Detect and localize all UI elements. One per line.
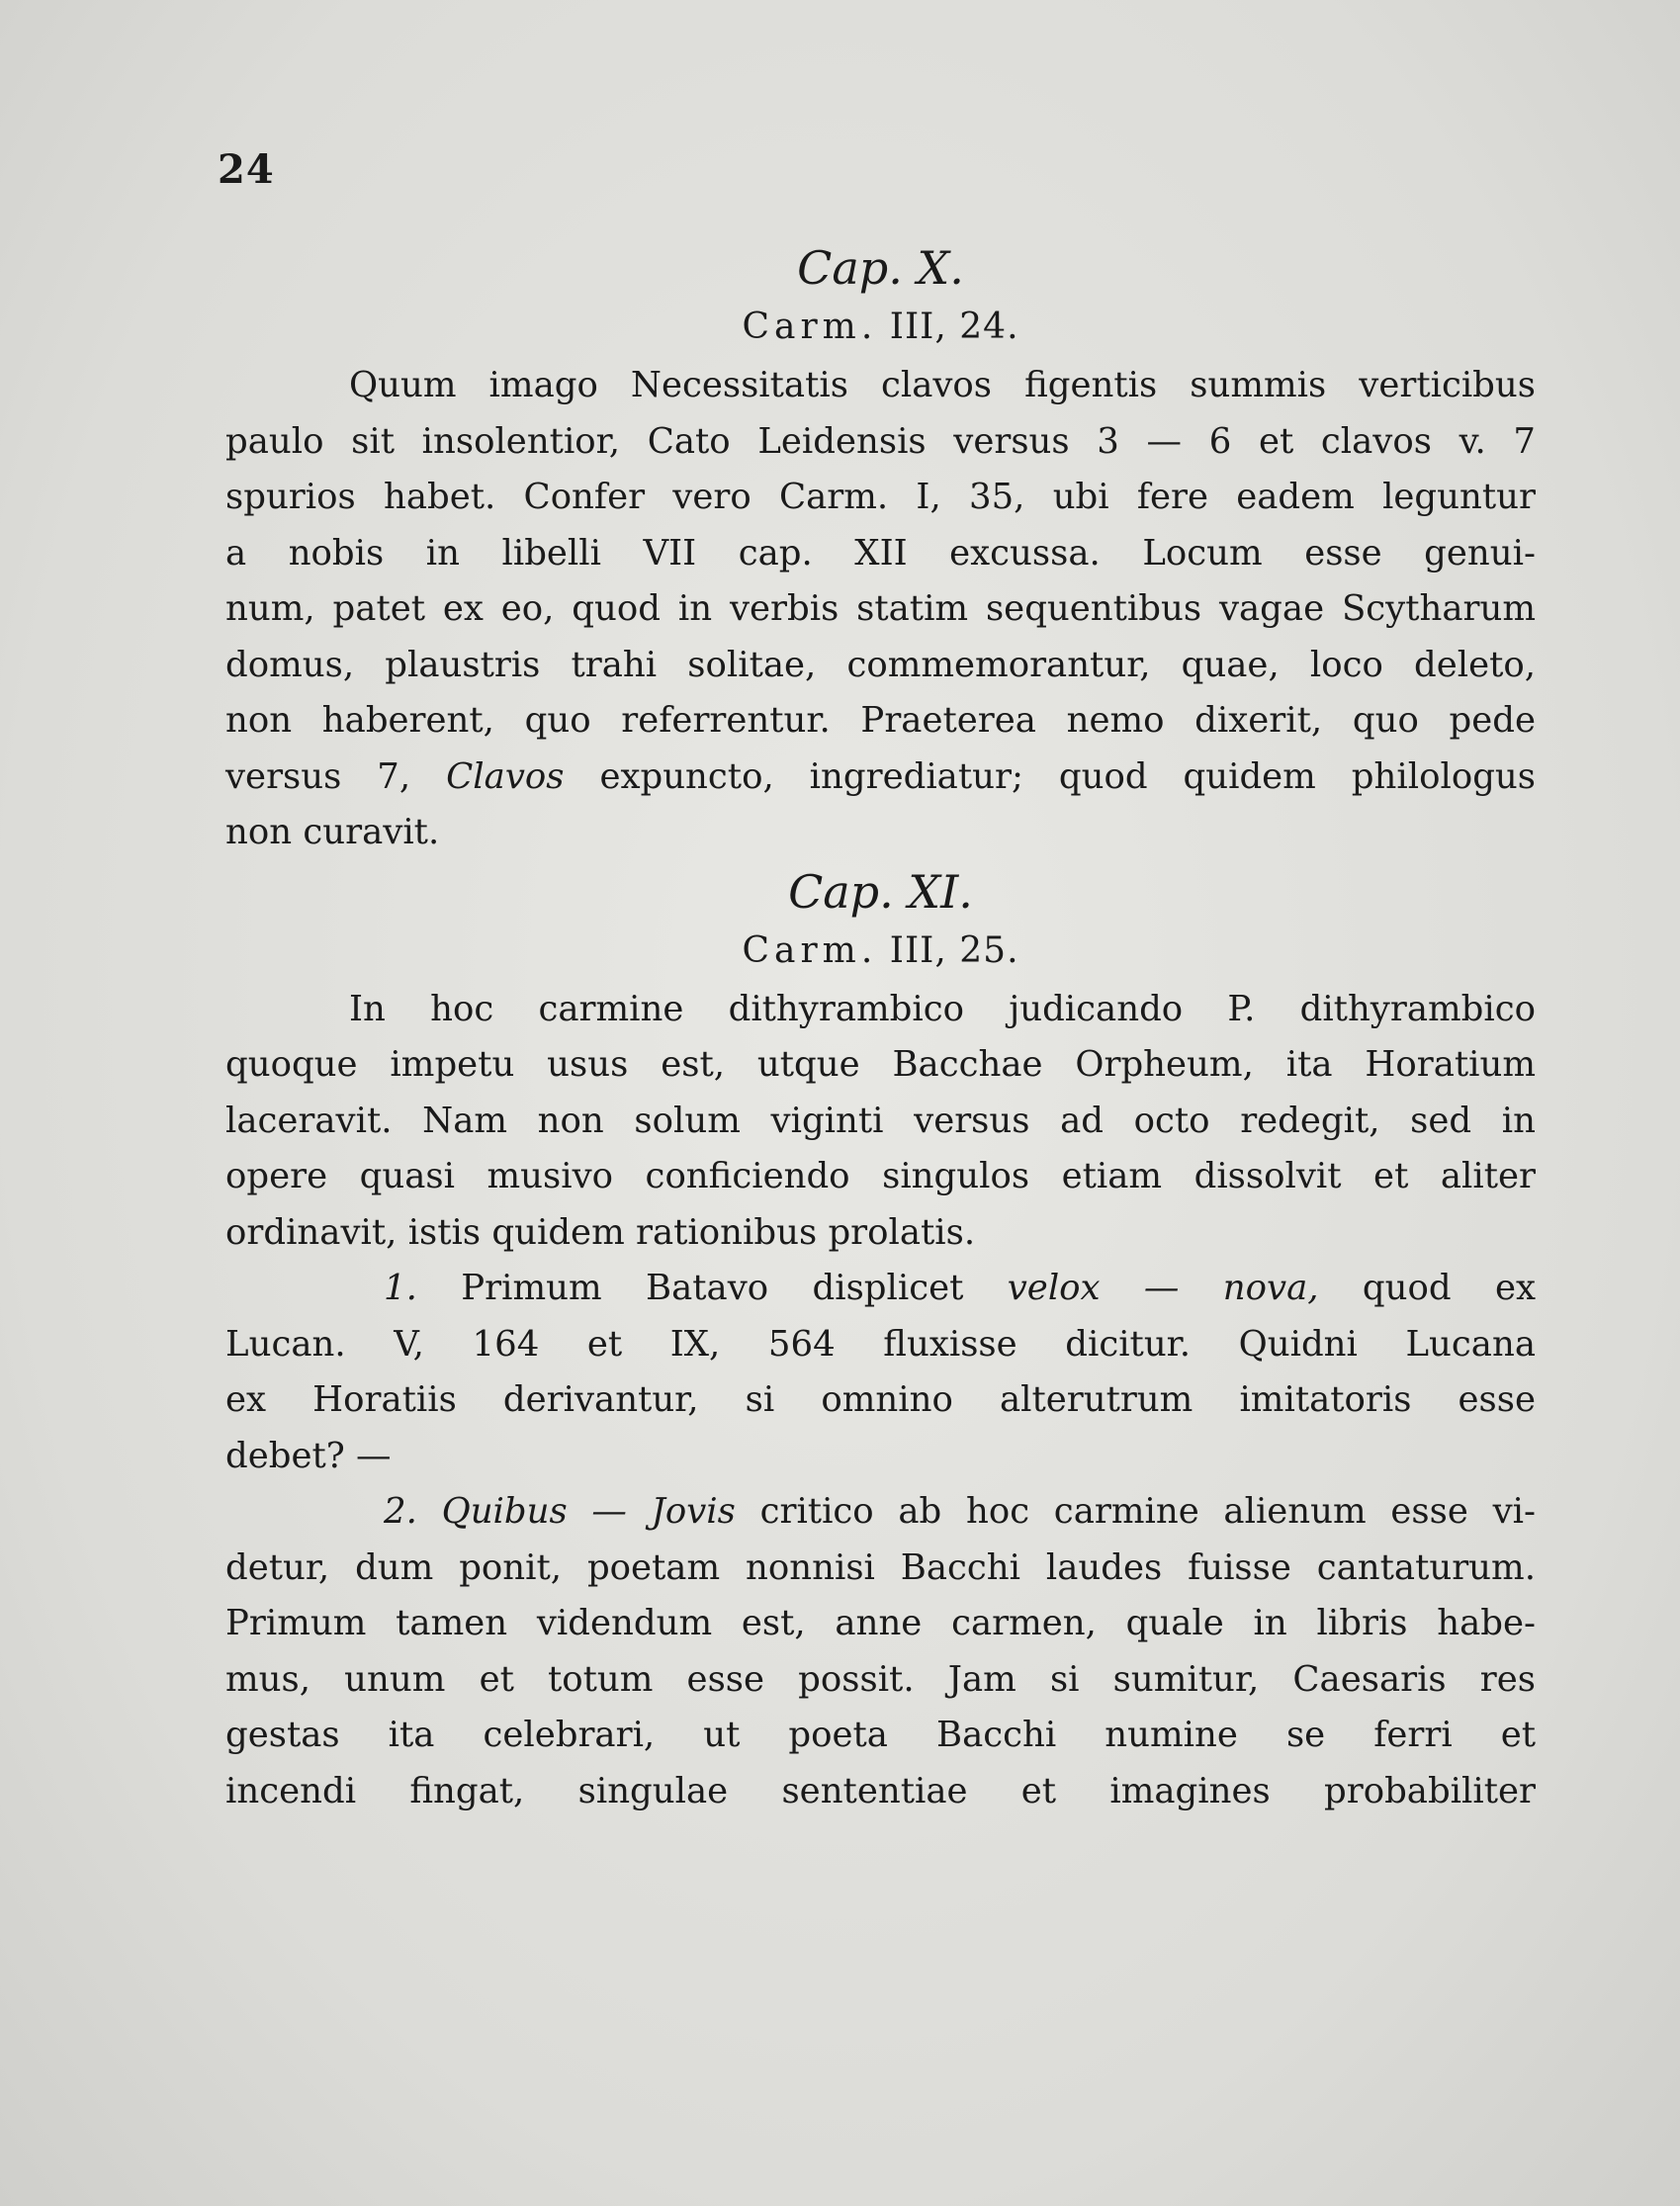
text-line: paulo sit insolentior, Cato Leidensis versus 3 — 6 et clavos v. 7 <box>225 420 1536 462</box>
text-segment: quod ex <box>1362 1268 1537 1308</box>
text-segment: Primum Batavo displicet <box>461 1268 964 1308</box>
text-line: spurios habet. Confer vero Carm. I, 35, ubi fere eadem leguntur <box>225 477 1536 517</box>
carm-label: Carm. <box>742 307 878 347</box>
text-line <box>225 1261 1536 1317</box>
item-2 <box>225 1484 1536 1819</box>
text-line: debet? — <box>225 1435 392 1476</box>
text-line: opere quasi musivo conficiendo singulos etiam dissolvit et aliter <box>225 1156 1536 1196</box>
italic-term: Clavos <box>446 755 565 797</box>
chapter-x-carm-ref <box>225 299 1536 356</box>
text-line: ordinavit, istis quidem rationibus prolatis. <box>225 1211 976 1253</box>
text-line: Lucan. V, 164 et IX, 564 fluxisse dicitur. Quidni Lucana <box>225 1323 1536 1365</box>
page-number: 24 <box>218 146 275 193</box>
text-line: domus, plaustris trahi solitae, commemorantur, quae, loco deleto, <box>225 644 1536 685</box>
italic-term: velox — nova, <box>1007 1268 1319 1308</box>
chapter-xi-title: Cap. XI. <box>788 864 973 919</box>
item-number: 1. <box>384 1268 417 1308</box>
text-line: In hoc carmine dithyrambico judicando P. dithyrambico <box>349 988 1536 1029</box>
text-line: a nobis in libelli VII cap. XII excussa. Locum esse genui- <box>225 532 1536 574</box>
text-line: num, patet ex eo, quod in verbis statim sequentibus vagae Scytharum <box>225 588 1536 629</box>
text-line: Quum imago Necessitatis clavos figentis summis verticibus <box>349 365 1536 405</box>
text-segment: versus 7, <box>225 755 411 797</box>
text-line <box>225 1484 1536 1541</box>
text-line: mus, unum et totum esse possit. Jam si sumitur, Caesaris res <box>225 1658 1536 1700</box>
carm-number: III, 25. <box>889 929 1019 971</box>
italic-term: Quibus — Jovis <box>441 1491 736 1532</box>
chapter-x-paragraph <box>225 358 1536 861</box>
text-line: Primum tamen videndum est, anne carmen, quale in libris habe- <box>225 1603 1536 1643</box>
chapter-xi-intro <box>225 982 1536 1262</box>
chapter-xi-carm-ref <box>225 923 1536 980</box>
text-line: gestas ita celebrari, ut poeta Bacchi numine se ferri et <box>225 1715 1536 1755</box>
text-line: ex Horatiis derivantur, si omnino alterutrum imitatoris esse <box>225 1379 1536 1420</box>
carm-number: III, 24. <box>889 307 1019 347</box>
carm-label: Carm. <box>742 929 878 971</box>
text-line <box>225 750 1536 806</box>
text-block <box>225 237 1536 1819</box>
text-line: quoque impetu usus est, utque Bacchae Orpheum, ita Horatium <box>225 1044 1536 1085</box>
text-line: non curavit. <box>225 812 440 852</box>
text-line: non haberent, quo referrentur. Praeterea nemo dixerit, quo pede <box>225 700 1536 741</box>
chapter-x-title: Cap. X. <box>797 241 964 295</box>
text-segment: critico ab hoc carmine alienum esse vi- <box>759 1491 1536 1532</box>
text-segment: expuncto, ingrediatur; quod quidem philologus <box>599 755 1536 797</box>
text-line: laceravit. Nam non solum viginti versus ad octo redegit, sed in <box>225 1100 1536 1141</box>
text-line: incendi fingat, singulae sententiae et imagines probabiliter <box>225 1770 1536 1811</box>
text-line: detur, dum ponit, poetam nonnisi Bacchi laudes fuisse cantaturum. <box>225 1546 1536 1588</box>
item-1 <box>225 1261 1536 1484</box>
item-number: 2. <box>384 1491 417 1532</box>
